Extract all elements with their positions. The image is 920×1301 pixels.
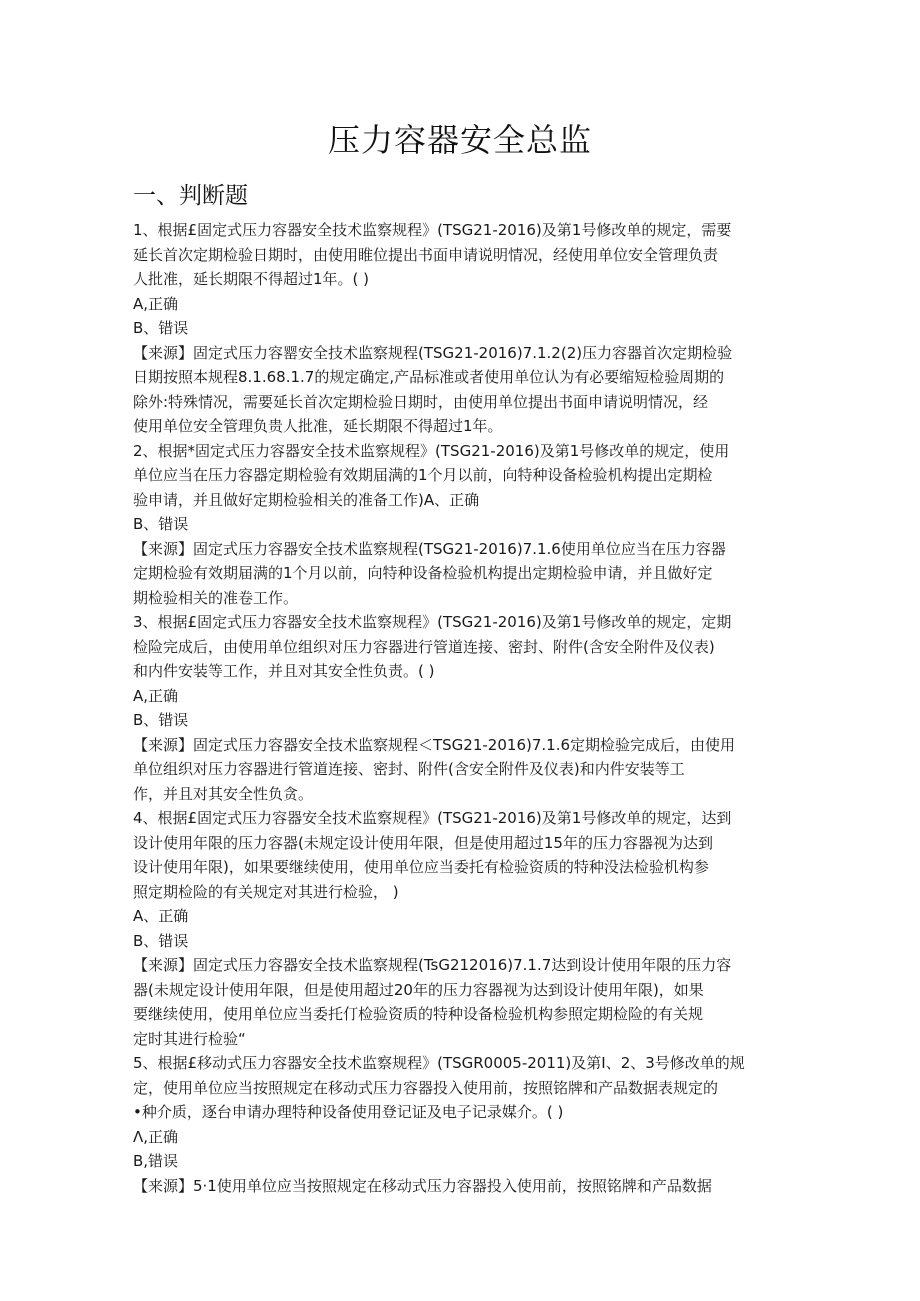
document-body: [133, 218, 803, 1198]
text-line: B、错误: [133, 319, 189, 337]
text-line: 检险完成后，由使用单位组织对压力容器进行管道连接、密封、附件(含安全附件及仪表): [133, 637, 715, 656]
text-line: A,正确: [133, 294, 179, 313]
text-line: 【来源】固定式压力容器安全技术监察规程＜TSG21-2016)7.1.6定期检验完成后，由使用: [133, 735, 736, 754]
text-line: 2、根据*固定式压力容器安全技术监察规程》(TSG21-2016)及第1号修改单的规定，使用: [133, 441, 730, 460]
text-line: 使用单位安全管理负贵人批准，延长期限不得超过1年。: [133, 417, 503, 435]
text-line: 人批准，延长期限不得超过1年。( ): [133, 270, 370, 288]
text-line: 定期检验有效期届满的1个月以前，向特种设备检验机构提出定期检验申请，并且做好定: [133, 564, 713, 582]
text-line: 【来源】固定式压力容罂安全技术监察规程(TSG21-2016)7.1.2(2)压力容器首次定期检验: [133, 343, 733, 362]
text-line: •种介质，逐台申请办理特种设备使用登记证及电子记录媒介。( ): [133, 1103, 564, 1121]
text-line: 设计使用年限的压力容器(未规定设计使用年限，但是使用超过15年的压力容器视为达到: [133, 833, 713, 852]
text-line: 作，并且对其安全性负贪。: [133, 784, 314, 803]
text-line: 验申请，并且做好定期检验相关的准备工作)A、正确: [133, 490, 480, 509]
text-line: 【来源】固定式压力容器安全技术监察规程(TsG212016)7.1.7达到设计使用年限的压力容: [133, 956, 732, 974]
text-line: 照定期检险的有关规定对其进行检验， ): [133, 882, 399, 901]
text-line: 器(未规定设计使用年限，但是使用超过20年的压力容器视为达到设计使用年限)，如果: [133, 980, 704, 999]
text-line: B、错误: [133, 515, 189, 533]
text-line: B、错误: [133, 711, 189, 729]
text-line: 延长首次定期检验日期时，由使用睢位提出书面申请说明情况，经使用单位安全管理负责: [133, 245, 719, 264]
text-line: 单位应当在压力容器定期检验有效期届满的1个月以前，向特种设备检验机构提出定期检: [133, 466, 713, 484]
text-line: 【来源】5·1使用单位应当按照规定在移动式压力容器投入使用前，按照铭牌和产品数据: [133, 1176, 712, 1195]
text-line: Λ,正确: [133, 1127, 179, 1146]
text-line: 4、根据£固定式压力容器安全技术监察规程》(TSG21-2016)及第1号修改单的规定，达到: [133, 809, 732, 827]
text-line: 定，使用单位应当按照规定在移动式压力容器投入使用前，按照铭牌和产品数据表规定的: [133, 1078, 719, 1097]
text-line: 要继续使用，使用单位应当委托仃检验资质的特种设备检验机构参照定期检险的有关规: [133, 1005, 704, 1023]
document-title: 压力容器安全总监: [327, 121, 592, 159]
text-line: 除外:特殊情况，需要延长首次定期检验日期时，由使用单位提出书面申请说明情况，经: [133, 392, 709, 411]
text-line: 1、根据£固定式压力容器安全技术监察规程》(TSG21-2016)及第1号修改单的规定，需要: [133, 221, 732, 239]
text-line: 定时其进行检验“: [133, 1029, 246, 1048]
text-line: 期检验相关的准卷工作。: [133, 588, 299, 607]
text-line: 3、根据£固定式压力容器安全技术监察规程》(TSG21-2016)及第1号修改单的规定，定期: [133, 613, 732, 631]
text-line: 5、根据£移动式压力容器安全技术监察规程》(TSGR0005-2011)及第I、2、3号修改单的规: [133, 1054, 745, 1072]
text-line: 【来源】固定式压力容器安全技术监察规程(TSG21-2016)7.1.6使用单位应当在压力容器: [133, 539, 726, 558]
text-line: 单位组织对压力容器进行管道连接、密封、附件(含安全附件及仪表)和内件安装等工: [133, 760, 685, 778]
section-heading: 一、判断题: [133, 183, 248, 209]
text-line: B、错误: [133, 931, 189, 950]
text-line: 日期按照本规程8.1.68.1.7的规定确定,产品标准或者使用单位认为有必要缩短检验周期的: [133, 368, 725, 386]
text-line: A、正确: [133, 907, 189, 925]
text-line: 和内件安装等工作，并且对其安全性负责。( ): [133, 662, 435, 680]
text-line: B,错误: [133, 1152, 179, 1170]
text-line: A,正确: [133, 686, 179, 705]
text-line: 设计使用年限)，如果要继续使用，使用单位应当委托有检验资质的特种没法检验机构参: [133, 858, 709, 876]
